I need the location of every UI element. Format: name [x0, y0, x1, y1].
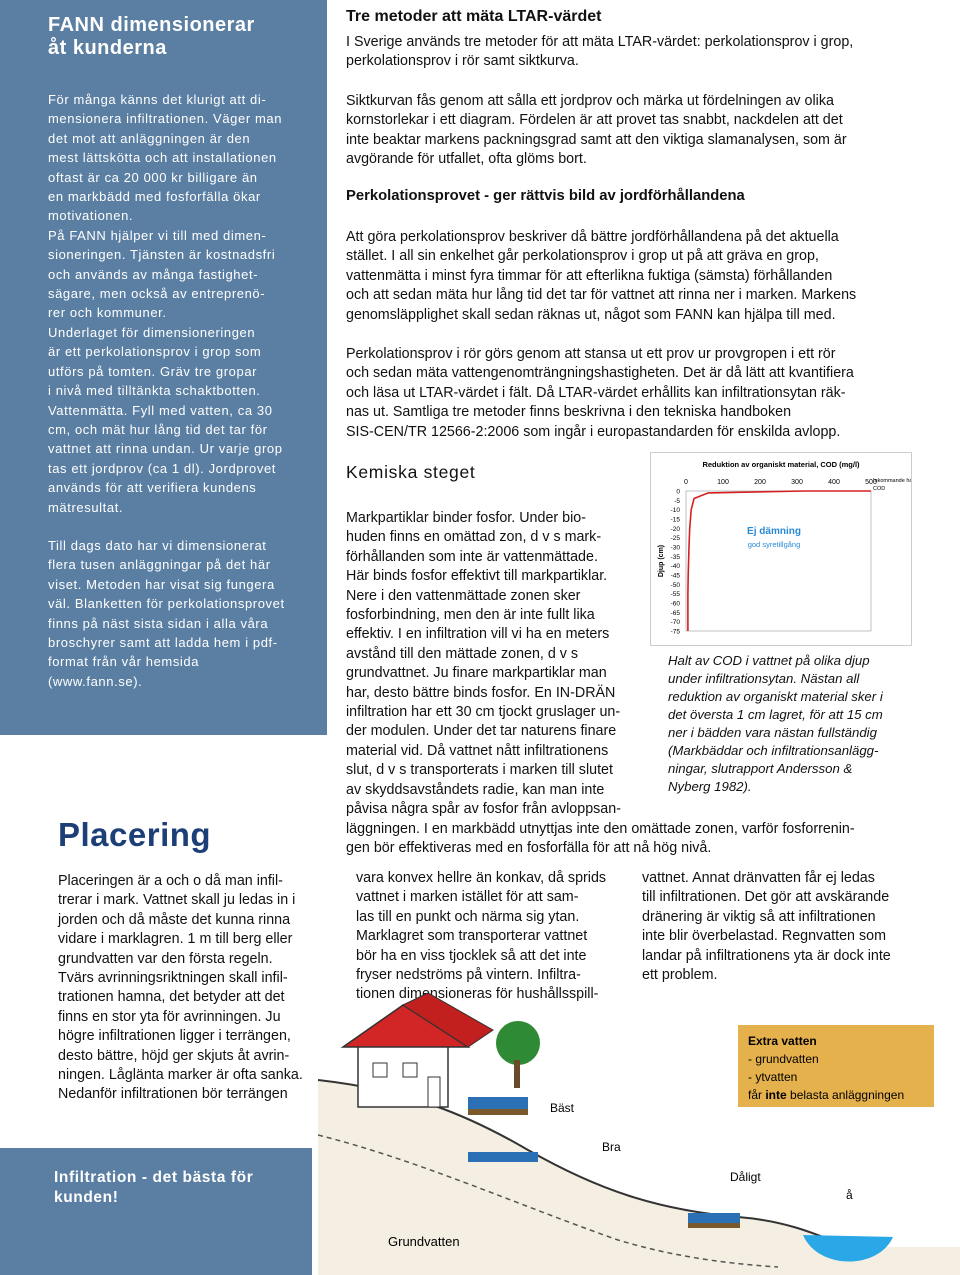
- y-tick-label: -70: [670, 619, 680, 627]
- y-tick-label: -45: [670, 572, 680, 580]
- x-tick-label: 0: [684, 479, 688, 486]
- perkolation-paragraph-1: Att göra perkolationsprov beskriver då bättre jordförhållandena på det aktuella stället. I all sin enkelhet går perkolationsprov i grop ut på att gräva en grop, vattenmätta i minst fyra timmar för att efterlikna fuktiga (sämsta) förhållanden och att sedan mäta hur lång tid det tar för vattnet att rinna ner i marken. Markens genomsläpplighet skall sedan räknas ut, något som FANN kan hjälpa till med.: [346, 229, 857, 323]
- perkolation-heading: Perkolationsprovet - ger rättvis bild av jordförhållandena: [346, 188, 745, 204]
- tree-icon: [496, 1021, 540, 1065]
- legend-line-1: - grundvatten: [748, 1052, 819, 1066]
- gravel-bad: [688, 1223, 740, 1228]
- kemiska-paragraph-2: läggningen. I en markbädd utnyttjas inte den omättade zonen, varför fosforrenin- gen bör effektiveras med en fosforfälla för att nå hög nivå.: [346, 821, 855, 857]
- label-good: Bra: [602, 1140, 621, 1154]
- chart-title: Reduktion av organiskt material, COD (mg/l): [702, 460, 860, 469]
- y-tick-label: -30: [670, 544, 680, 552]
- inflow-label: COD: [873, 486, 886, 492]
- kemiska-heading: Kemiska steget: [346, 462, 476, 482]
- chart-caption: Halt av COD i vattnet på olika djup under infiltrationsytan. Nästan all reduktion av organiskt material sker i det översta 1 cm lagret, för att 15 cm ner i bädden vara nästan fullständig (Markbäddar och infiltrationsanlägg- ningar, slutrapport Andersson & Nyberg 1982).: [668, 653, 883, 794]
- sidebar-title: FANN dimensionerar åt kunderna: [48, 14, 255, 59]
- y-tick-label: -40: [670, 563, 680, 571]
- gravel-best: [468, 1109, 528, 1115]
- sidebar-body: [48, 90, 320, 691]
- sidebar-paragraph-2: Till dags dato har vi dimensionerat flera tusen anläggningar på det här viset. Metoden har visat sig fungera väl. Blanketten för perkolationsprovet finns på näst sista sidan i alla våra broschyrer samt att ladda hem i pdf- format från vår hemsida (www.fann.se).: [48, 537, 285, 689]
- tree-trunk: [514, 1060, 520, 1088]
- y-tick-label: -5: [674, 497, 680, 505]
- ltar-heading: Tre metoder att mäta LTAR-värdet: [346, 8, 602, 25]
- dranvatten-column: vattnet. Annat dränvatten får ej ledas till infiltrationen. Det gör att avskärande dränering är viktig så att infiltrationen inte blir överbelastad. Regnvatten som landar på infiltrationens yta är dock inte ett problem.: [642, 870, 891, 984]
- placering-heading: Placering: [58, 816, 212, 853]
- x-tick-label: 500: [865, 479, 877, 486]
- x-tick-label: 300: [791, 479, 803, 486]
- y-tick-label: -15: [670, 516, 680, 524]
- y-tick-label: -20: [670, 525, 680, 533]
- ltar-paragraph-1: I Sverige används tre metoder för att mäta LTAR-värdet: perkolationsprov i grop, perkolationsprov i rör samt siktkurva.: [346, 34, 854, 70]
- y-tick-label: -75: [670, 628, 680, 636]
- x-tick-label: 100: [717, 479, 729, 486]
- infiltration-bad: [688, 1213, 740, 1223]
- y-tick-label: 0: [676, 488, 680, 496]
- placering-continued-column: vara konvex hellre än konkav, då sprids vattnet i marken istället för att sam- las till en punkt och närma sig ytan. Marklagret som transporterar vattnet bör ha en viss tjocklek så att det inte fryser nedströms på vintern. Infiltra- tionen dimensioneras för hushållsspill-: [356, 870, 607, 1003]
- infiltration-illustration: [318, 985, 960, 1275]
- legend-line-2: - ytvatten: [748, 1070, 798, 1084]
- placering-text: Placeringen är a och o då man infil- trerar i mark. Vattnet skall ju ledas in i jorden och då måste det kunna rinna vidare i marklagren. 1 m till berg eller grundvatten var den första regeln. Tvärs avrinningsriktningen skall infil- trationen hamna, det betyder att det finns en stor yta för avrinningen. Ju högre infiltrationen ligger i terrängen, desto bättre, höjd ger skjuts åt avrin- ningen. Låglänta marker är ofta sanka. Nedanför infiltrationen bör terrängen: [58, 873, 303, 1103]
- perkolation-paragraph-2: Perkolationsprov i rör görs genom att stansa ut ett prov ur provgropen i ett rör och sedan mäta vattengenomträngningshastigheten. Det är då lätt att kvantifiera och läsa ut LTAR-värdet i fält. Då LTAR-värdet erhållits kan infiltrationsytan räk- nas ut. Samtliga tre metoder finns beskrivna i den tekniska handboken SIS-CEN/TR 12566-2:2006 som ingår i europastandarden för enskilda avlopp.: [346, 346, 854, 440]
- cod-chart-svg: [651, 453, 911, 645]
- y-tick-label: -25: [670, 535, 680, 543]
- label-groundwater: Grundvatten: [388, 1234, 460, 1249]
- y-tick-label: -55: [670, 591, 680, 599]
- house-icon: [343, 993, 493, 1107]
- label-best: Bäst: [550, 1101, 575, 1115]
- plot-area: [686, 491, 871, 631]
- sidebar-paragraph-1: För många känns det klurigt att di- mensionera infiltrationen. Väger man det mot att anläggningen är den mest lättskötta och att installationen oftast är ca 20 000 kr billigare än en markbädd med fosforfälla ökar motivationen. På FANN hjälper vi till med dimen- sioneringen. Tjänsten är kostnadsfri och används av många fastighet- sägare, men också av entreprenö- rer och kommuner. Underlaget för dimensioneringen är ett perkolationsprov i grop som utförs på tomten. Gräv tre gropar i nivå med tilltänkta schaktbotten. Vattenmätta. Fyll med vatten, ca 30 cm, och mät hur lång tid det tar för vattnet att rinna undan. Ur varje grop tas ett jordprov (ca 1 dl). Jordprovet används för att verifiera kundens mätresultat.: [48, 92, 283, 515]
- infiltration-best: [468, 1097, 528, 1109]
- y-tick-label: -65: [670, 609, 680, 617]
- x-tick-label: 200: [754, 479, 766, 486]
- series-line-cod: [688, 491, 871, 631]
- ltar-paragraph-2: Siktkurvan fås genom att sålla ett jordprov och märka ut fördelningen av olika kornstorlekar i ett diagram. Fördelen är att provet tas snabbt, nackdelen att det inte beaktar markens packningsgrad samt att den viktiga slamanalysen, som är avgörande för utfallet, ofta glöms bort.: [346, 93, 847, 168]
- kemiska-paragraph-1: Markpartiklar binder fosfor. Under bio- huden finns en omättad zon, d v s mark- förhållanden som inte är vattenmättade. Här binds fosfor effektivt till markpartiklar. Nere i den vattenmättade zonen sker fosforbindning, men den är inte fullt lika effektiv. I en infiltration vill vi ha en meters avstånd till den mättade zonen, d v s grundvattnet. Ju finare markpartiklar man har, desto bättre binds fosfor. En IN-DRÄN infiltration har ett 30 cm tjockt gruslager un- der modulen. Under det tar naturens finare material vid. Då vattnet nått infiltrationens slut, d v s transporterats i marken till slutet av skyddsavståndets radie, kan man inte påvisa några spår av fosfor från avloppsan-: [346, 510, 621, 818]
- x-tick-label: 400: [828, 479, 840, 486]
- infiltration-good: [468, 1152, 538, 1162]
- y-tick-label: -60: [670, 600, 680, 608]
- bottom-banner-title: Infiltration - det bästa för kunden!: [54, 1169, 254, 1206]
- legend-line-3: får inte belasta anläggningen: [748, 1088, 905, 1102]
- y-tick-label: -50: [670, 581, 680, 589]
- inflow-label: Inkommande halt: [873, 478, 911, 484]
- y-axis-label: Djup (cm): [658, 544, 665, 578]
- annotation-subtitle: god syretillgång: [747, 540, 801, 549]
- y-tick-label: -10: [670, 507, 680, 515]
- y-tick-label: -35: [670, 553, 680, 561]
- label-stream: å: [846, 1188, 853, 1202]
- annotation-title: Ej dämning: [747, 526, 801, 537]
- legend-title: Extra vatten: [748, 1034, 817, 1048]
- label-bad: Dåligt: [730, 1170, 761, 1184]
- cod-chart: [650, 452, 912, 646]
